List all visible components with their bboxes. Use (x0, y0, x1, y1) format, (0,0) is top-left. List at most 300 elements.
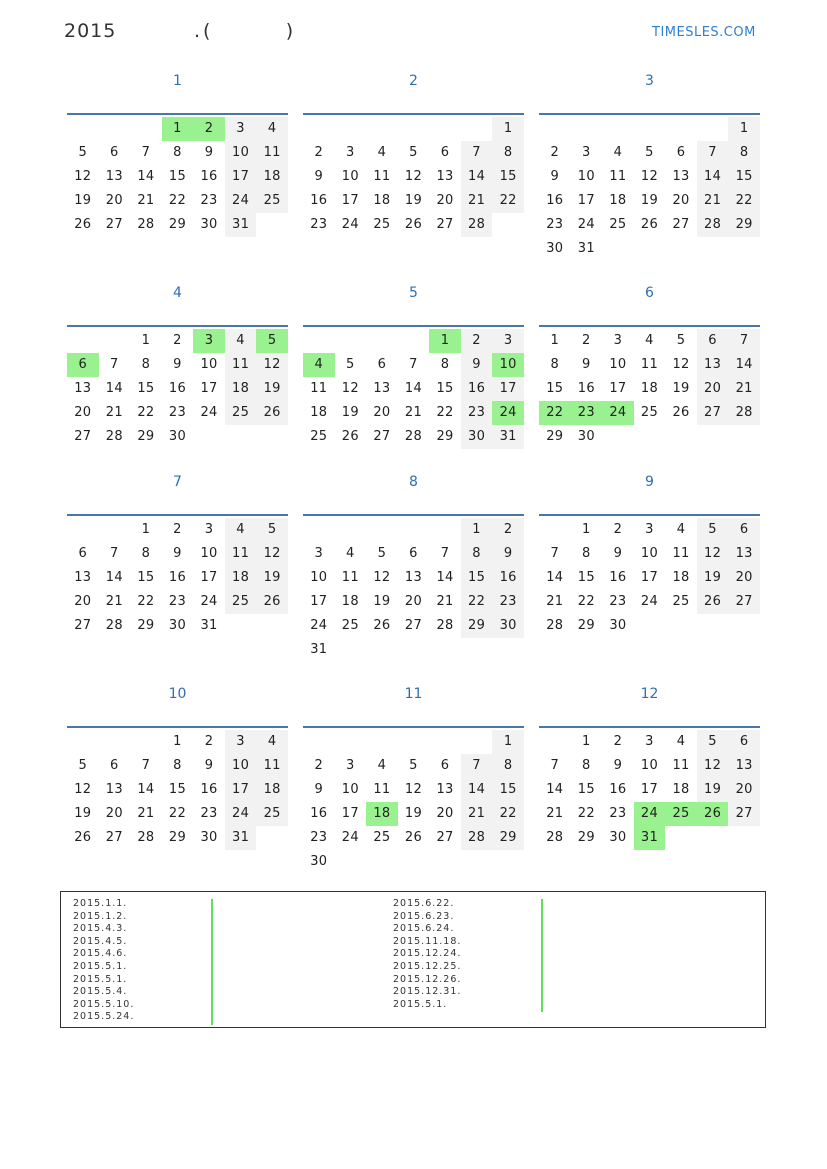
month-title: 5 (409, 285, 418, 301)
day-cell: 18 (225, 377, 257, 401)
day-cell: 21 (137, 806, 155, 821)
day-cell: 14 (105, 570, 123, 585)
day-cell: 9 (613, 546, 623, 561)
week-row (67, 165, 288, 189)
day-cell: 30 (310, 854, 328, 869)
day-cell: 17 (341, 806, 359, 821)
day-cell: 18 (225, 566, 257, 590)
day-cell: 19 (74, 806, 92, 821)
day-cell: 28 (137, 830, 155, 845)
legend-date: 2015.6.23. (393, 910, 455, 922)
day-cell: 11 (225, 353, 257, 377)
week-row (539, 802, 760, 826)
day-cell: 28 (404, 429, 423, 444)
day-cell: 25 (225, 401, 257, 425)
week-row (539, 377, 760, 401)
day-cell: 18 (609, 193, 627, 208)
week-row (539, 329, 760, 353)
day-cell: 25 (373, 830, 391, 845)
day-cell: 7 (461, 141, 493, 165)
week-row (539, 165, 760, 189)
week-row (303, 590, 524, 614)
day-cell: 4 (225, 329, 257, 353)
day-cell: 16 (168, 381, 187, 396)
day-cell: 17 (225, 165, 257, 189)
empty-day-cell (697, 237, 729, 261)
legend-column-right (393, 898, 461, 1011)
day-cell: 7 (697, 141, 729, 165)
day-cell: 5 (409, 758, 418, 773)
day-cell: 1 (461, 518, 493, 542)
week-row (303, 213, 524, 237)
empty-day-cell (99, 730, 131, 754)
legend-date: 2015.5.10. (73, 998, 135, 1010)
day-cell: 4 (303, 353, 335, 377)
day-cell: 10 (609, 357, 627, 372)
month-title: 12 (640, 686, 659, 702)
day-cell: 27 (728, 802, 760, 826)
day-cell: 14 (404, 381, 423, 396)
empty-day-cell (539, 117, 571, 141)
day-cell: 25 (225, 590, 257, 614)
day-cell: 30 (609, 830, 627, 845)
day-cell: 25 (373, 217, 391, 232)
empty-day-cell (461, 638, 493, 662)
day-cell: 8 (728, 141, 760, 165)
week-row (303, 329, 524, 353)
month-days-grid (67, 730, 288, 850)
day-cell: 6 (409, 546, 418, 561)
day-cell: 7 (409, 357, 418, 372)
day-cell: 2 (492, 518, 524, 542)
empty-day-cell (366, 518, 398, 542)
day-cell: 16 (609, 782, 627, 797)
day-cell: 3 (346, 145, 355, 160)
day-cell: 24 (341, 217, 359, 232)
legend-date: 2015.4.5. (73, 935, 128, 947)
month-days-grid (303, 329, 524, 449)
week-row (67, 590, 288, 614)
empty-day-cell (256, 425, 288, 449)
day-cell: 15 (461, 566, 493, 590)
week-row (67, 117, 288, 141)
day-cell: 22 (461, 590, 493, 614)
day-cell: 23 (461, 401, 493, 425)
day-cell: 1 (550, 333, 560, 348)
day-cell: 19 (697, 566, 729, 590)
month-divider (303, 514, 524, 516)
day-cell: 18 (366, 802, 398, 826)
week-row (303, 638, 524, 662)
day-cell: 19 (640, 193, 659, 208)
week-row (539, 542, 760, 566)
brand-link[interactable]: TIMESLES.COM (652, 25, 756, 40)
day-cell: 25 (672, 594, 690, 609)
empty-day-cell (665, 826, 697, 850)
day-cell: 1 (492, 730, 524, 754)
empty-day-cell (335, 730, 367, 754)
empty-day-cell (539, 518, 571, 542)
day-cell: 20 (672, 193, 690, 208)
week-row (539, 826, 760, 850)
day-cell: 25 (256, 802, 288, 826)
day-cell: 31 (634, 826, 666, 850)
day-cell: 4 (377, 145, 387, 160)
empty-day-cell (335, 329, 367, 353)
day-cell: 12 (256, 542, 288, 566)
day-cell: 29 (492, 826, 524, 850)
legend-date: 2015.11.18. (393, 935, 462, 947)
legend-date: 2015.4.3. (73, 923, 128, 935)
empty-day-cell (303, 518, 335, 542)
week-row (539, 778, 760, 802)
week-row (67, 542, 288, 566)
holiday-legend (60, 891, 766, 1028)
day-cell: 23 (571, 401, 603, 425)
week-row (539, 518, 760, 542)
day-cell: 15 (728, 165, 760, 189)
day-cell: 12 (404, 782, 423, 797)
day-cell: 23 (200, 806, 218, 821)
week-row (303, 542, 524, 566)
week-row (539, 117, 760, 141)
day-cell: 15 (137, 381, 155, 396)
empty-day-cell (429, 850, 461, 874)
day-cell: 31 (225, 213, 257, 237)
week-row (67, 213, 288, 237)
day-cell: 30 (461, 425, 493, 449)
day-cell: 5 (676, 333, 686, 348)
empty-day-cell (728, 614, 760, 638)
day-cell: 27 (672, 217, 690, 232)
day-cell: 2 (173, 333, 182, 348)
day-cell: 25 (665, 802, 697, 826)
day-cell: 9 (204, 758, 214, 773)
day-cell: 19 (672, 381, 690, 396)
day-cell: 7 (550, 546, 560, 561)
day-cell: 18 (256, 165, 288, 189)
week-row (67, 826, 288, 850)
day-cell: 5 (697, 518, 729, 542)
day-cell: 15 (137, 570, 155, 585)
week-row (67, 425, 288, 449)
day-cell: 28 (546, 830, 564, 845)
empty-day-cell (634, 425, 666, 449)
empty-day-cell (728, 425, 760, 449)
day-cell: 21 (461, 189, 493, 213)
month-days-grid (67, 117, 288, 237)
day-cell: 30 (168, 618, 187, 633)
day-cell: 14 (697, 165, 729, 189)
day-cell: 13 (728, 754, 760, 778)
day-cell: 18 (341, 594, 359, 609)
day-cell: 10 (577, 169, 595, 184)
day-cell: 31 (200, 618, 218, 633)
day-cell: 22 (577, 806, 595, 821)
month-divider (67, 113, 288, 115)
legend-date: 2015.1.1. (73, 898, 128, 909)
day-cell: 7 (110, 357, 119, 372)
day-cell: 27 (74, 429, 92, 444)
empty-day-cell (256, 614, 288, 638)
day-cell: 24 (225, 189, 257, 213)
day-cell: 10 (640, 546, 659, 561)
month-days-grid (539, 730, 760, 850)
week-row (539, 237, 760, 261)
day-cell: 9 (492, 542, 524, 566)
week-row (303, 754, 524, 778)
month-title: 2 (409, 73, 418, 89)
day-cell: 14 (461, 165, 493, 189)
empty-day-cell (539, 730, 571, 754)
day-cell: 14 (436, 570, 454, 585)
day-cell: 15 (546, 381, 564, 396)
day-cell: 22 (492, 802, 524, 826)
day-cell: 11 (672, 758, 690, 773)
day-cell: 5 (346, 357, 355, 372)
empty-day-cell (398, 117, 430, 141)
day-cell: 18 (373, 193, 391, 208)
day-cell: 21 (105, 405, 123, 420)
week-row (67, 730, 288, 754)
day-cell: 6 (440, 145, 450, 160)
day-cell: 17 (640, 782, 659, 797)
week-row (303, 141, 524, 165)
day-cell: 2 (314, 145, 324, 160)
day-cell: 3 (204, 522, 214, 537)
day-cell: 7 (728, 329, 760, 353)
day-cell: 8 (461, 542, 493, 566)
week-row (303, 377, 524, 401)
day-cell: 1 (582, 734, 591, 749)
day-cell: 14 (546, 570, 564, 585)
day-cell: 6 (440, 758, 450, 773)
week-row (303, 850, 524, 874)
day-cell: 7 (141, 758, 151, 773)
day-cell: 16 (200, 782, 218, 797)
month-divider (539, 325, 760, 327)
day-cell: 16 (546, 193, 564, 208)
day-cell: 3 (645, 734, 654, 749)
day-cell: 27 (436, 830, 454, 845)
day-cell: 5 (256, 329, 288, 353)
day-cell: 4 (225, 518, 257, 542)
week-row (67, 401, 288, 425)
legend-date: 2015.4.6. (73, 948, 128, 960)
empty-day-cell (492, 213, 524, 237)
day-cell: 9 (314, 782, 324, 797)
day-cell: 10 (341, 169, 359, 184)
day-cell: 11 (373, 782, 391, 797)
legend-date: 2015.12.26. (393, 973, 462, 985)
day-cell: 23 (168, 594, 187, 609)
day-cell: 23 (609, 594, 627, 609)
day-cell: 14 (137, 782, 155, 797)
day-cell: 17 (200, 570, 218, 585)
day-cell: 26 (672, 405, 690, 420)
legend-date: 2015.5.1. (73, 973, 128, 985)
month-divider (539, 726, 760, 728)
month-title: 8 (409, 474, 418, 490)
day-cell: 7 (141, 145, 151, 160)
day-cell: 30 (577, 429, 595, 444)
day-cell: 11 (341, 570, 359, 585)
empty-day-cell (130, 117, 162, 141)
day-cell: 31 (310, 642, 328, 657)
empty-day-cell (429, 638, 461, 662)
day-cell: 25 (256, 189, 288, 213)
day-cell: 17 (310, 594, 328, 609)
day-cell: 18 (672, 782, 690, 797)
day-cell: 10 (640, 758, 659, 773)
day-cell: 14 (137, 169, 155, 184)
day-cell: 6 (377, 357, 387, 372)
day-cell: 22 (539, 401, 571, 425)
empty-day-cell (697, 614, 729, 638)
empty-day-cell (366, 117, 398, 141)
day-cell: 24 (634, 802, 666, 826)
empty-day-cell (366, 329, 398, 353)
day-cell: 19 (256, 377, 288, 401)
day-cell: 13 (74, 381, 92, 396)
day-cell: 19 (404, 193, 423, 208)
empty-day-cell (398, 638, 430, 662)
day-cell: 6 (676, 145, 686, 160)
day-cell: 24 (640, 594, 659, 609)
day-cell: 27 (74, 618, 92, 633)
day-cell: 30 (546, 241, 564, 256)
day-cell: 26 (404, 830, 423, 845)
week-row (303, 518, 524, 542)
day-cell: 11 (256, 141, 288, 165)
day-cell: 29 (577, 618, 595, 633)
empty-day-cell (492, 850, 524, 874)
empty-day-cell (697, 826, 729, 850)
day-cell: 6 (697, 329, 729, 353)
day-cell: 16 (310, 806, 328, 821)
day-cell: 3 (645, 522, 654, 537)
day-cell: 7 (440, 546, 450, 561)
day-cell: 31 (577, 241, 595, 256)
day-cell: 5 (409, 145, 418, 160)
day-cell: 24 (310, 618, 328, 633)
empty-day-cell (193, 425, 225, 449)
empty-day-cell (256, 213, 288, 237)
day-cell: 9 (613, 758, 623, 773)
week-row (539, 189, 760, 213)
day-cell: 1 (141, 333, 151, 348)
week-row (539, 353, 760, 377)
day-cell: 8 (440, 357, 450, 372)
day-cell: 26 (341, 429, 359, 444)
day-cell: 28 (546, 618, 564, 633)
day-cell: 12 (697, 754, 729, 778)
day-cell: 22 (137, 594, 155, 609)
week-row (539, 401, 760, 425)
day-cell: 23 (310, 217, 328, 232)
day-cell: 20 (373, 405, 391, 420)
day-cell: 12 (256, 353, 288, 377)
day-cell: 28 (105, 618, 123, 633)
empty-day-cell (366, 730, 398, 754)
week-row (303, 802, 524, 826)
day-cell: 10 (225, 754, 257, 778)
empty-day-cell (665, 614, 697, 638)
day-cell: 16 (609, 570, 627, 585)
day-cell: 8 (582, 758, 591, 773)
day-cell: 1 (141, 522, 151, 537)
day-cell: 13 (105, 782, 123, 797)
week-row (303, 566, 524, 590)
day-cell: 16 (461, 377, 493, 401)
day-cell: 27 (373, 429, 391, 444)
month-days-grid (539, 518, 760, 638)
empty-day-cell (225, 614, 257, 638)
day-cell: 3 (346, 758, 355, 773)
week-row (67, 518, 288, 542)
day-cell: 4 (377, 758, 387, 773)
day-cell: 9 (314, 169, 324, 184)
day-cell: 20 (697, 377, 729, 401)
day-cell: 27 (404, 618, 423, 633)
month-divider (539, 514, 760, 516)
day-cell: 2 (582, 333, 591, 348)
day-cell: 21 (436, 594, 454, 609)
week-row (67, 778, 288, 802)
day-cell: 1 (162, 117, 194, 141)
empty-day-cell (99, 518, 131, 542)
day-cell: 21 (728, 377, 760, 401)
empty-day-cell (429, 730, 461, 754)
day-cell: 16 (200, 169, 218, 184)
empty-day-cell (634, 614, 666, 638)
day-cell: 15 (577, 570, 595, 585)
day-cell: 15 (168, 169, 187, 184)
day-cell: 3 (613, 333, 623, 348)
month-divider (67, 726, 288, 728)
day-cell: 5 (78, 145, 88, 160)
day-cell: 28 (436, 618, 454, 633)
day-cell: 17 (492, 377, 524, 401)
day-cell: 5 (697, 730, 729, 754)
day-cell: 16 (168, 570, 187, 585)
week-row (539, 730, 760, 754)
day-cell: 12 (74, 169, 92, 184)
day-cell: 28 (105, 429, 123, 444)
day-cell: 12 (672, 357, 690, 372)
empty-day-cell (256, 826, 288, 850)
day-cell: 7 (550, 758, 560, 773)
day-cell: 15 (436, 381, 454, 396)
month-title: 9 (645, 474, 654, 490)
day-cell: 1 (173, 734, 182, 749)
day-cell: 1 (728, 117, 760, 141)
day-cell: 20 (728, 778, 760, 802)
empty-day-cell (335, 117, 367, 141)
day-cell: 19 (256, 566, 288, 590)
day-cell: 11 (310, 381, 328, 396)
day-cell: 23 (310, 830, 328, 845)
day-cell: 21 (404, 405, 423, 420)
day-cell: 31 (492, 425, 524, 449)
day-cell: 21 (697, 189, 729, 213)
day-cell: 22 (577, 594, 595, 609)
day-cell: 26 (256, 401, 288, 425)
day-cell: 4 (676, 522, 686, 537)
day-cell: 3 (582, 145, 591, 160)
day-cell: 13 (404, 570, 423, 585)
legend-date: 2015.5.4. (73, 986, 128, 998)
